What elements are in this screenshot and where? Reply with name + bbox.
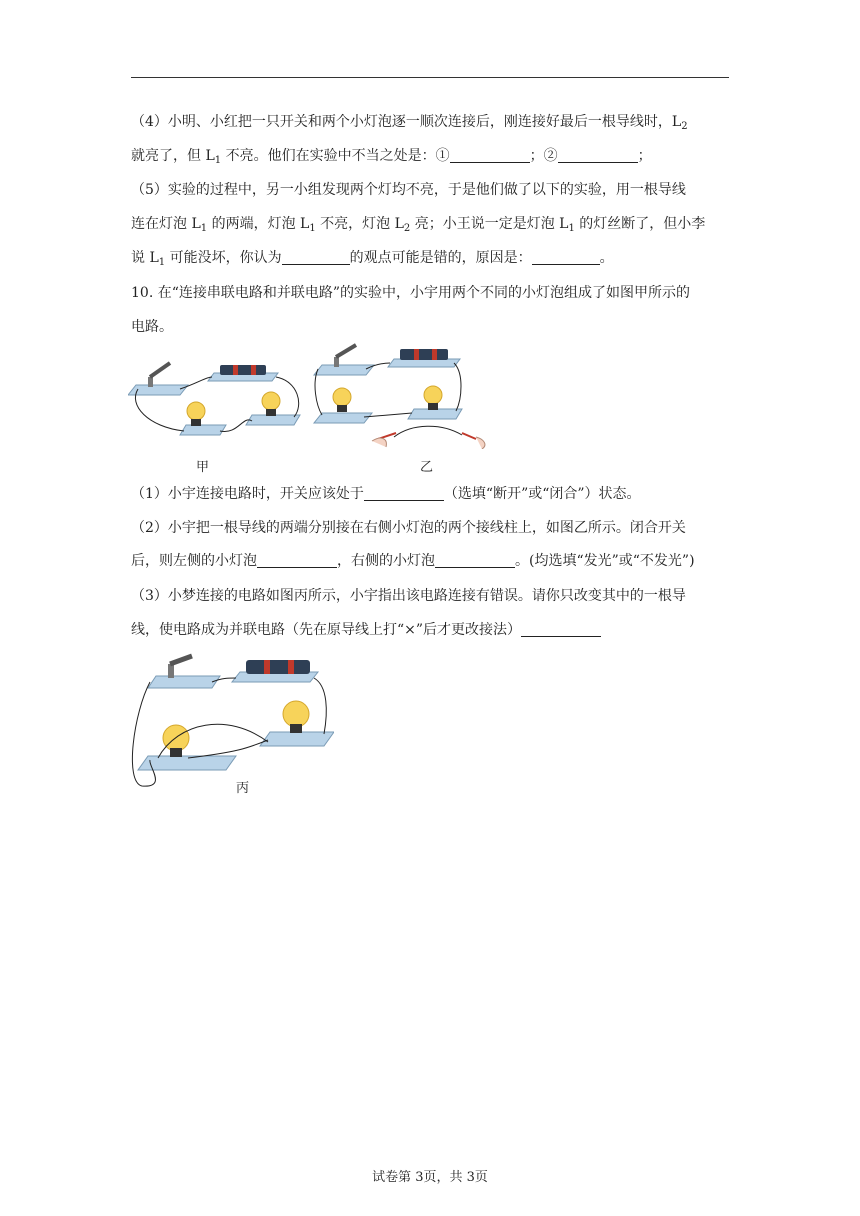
answer-blank-1[interactable] — [450, 148, 530, 163]
q10-line-2: 电路。 — [131, 319, 173, 335]
q10-part-2-line-1: （2）小宇把一根导线的两端分别接在右侧小灯泡的两个接线柱上，如图乙所示。闭合开关 — [131, 520, 686, 536]
q5-line-1: （5）实验的过程中，另一小组发现两个灯均不亮，于是他们做了以下的实验，用一根导线 — [131, 182, 686, 198]
q4-line-1: （4）小明、小红把一只开关和两个小灯泡逐一顺次连接后，刚连接好最后一根导线时，$L_2$ — [131, 114, 688, 132]
answer-blank-8[interactable] — [521, 622, 601, 637]
circuit-figure-jia — [128, 355, 304, 445]
q10-part-2-line-2: 后，则左侧的小灯泡 ，右侧的小灯泡 。(均选填“发光”或“不发光”) — [131, 553, 695, 569]
q10-line-1: 10. 在“连接串联电路和并联电路”的实验中，小宇用两个不同的小灯泡组成了如图甲所示的 — [131, 285, 691, 301]
figure-caption-jia: 甲 — [196, 460, 210, 475]
answer-blank-2[interactable] — [558, 148, 638, 163]
q10-part-1: （1）小宇连接电路时，开关应该处于 （选填“断开”或“闭合”）状态。 — [131, 486, 641, 502]
q10-part-3-line-2: 线，使电路成为并联电路（先在原导线上打“×”后才更改接法） — [131, 620, 601, 640]
circuit-figure-yi — [312, 343, 490, 449]
answer-blank-6[interactable] — [257, 553, 337, 568]
q5-line-2: 连在灯泡 $L_1$ 的两端，灯泡 $L_1$ 不亮，灯泡 $L_2$ 亮；小王说一定是灯泡 $L_1$ 的灯丝断了，但小李 — [131, 216, 706, 234]
q10-part-3-line-1: （3）小梦连接的电路如图丙所示，小宇指出该电路连接有错误。请你只改变其中的一根导 — [131, 588, 686, 604]
answer-blank-4[interactable] — [532, 250, 600, 265]
answer-blank-5[interactable] — [364, 486, 444, 501]
header-rule — [131, 77, 729, 78]
q5-line-3: 说 $L_1$ 可能没坏，你认为 的观点可能是错的，原因是： 。 — [131, 250, 614, 268]
figure-caption-bing: 丙 — [236, 781, 250, 796]
answer-blank-7[interactable] — [435, 553, 515, 568]
q4-line-2: 就亮了，但 $L_1$ 不亮。他们在实验中不当之处是：① ；② ； — [131, 148, 652, 166]
circuit-figure-bing — [128, 652, 334, 792]
figure-caption-yi: 乙 — [420, 460, 434, 475]
page-footer: 试卷第 3页，共 3页 — [372, 1170, 488, 1185]
answer-blank-3[interactable] — [282, 250, 350, 265]
